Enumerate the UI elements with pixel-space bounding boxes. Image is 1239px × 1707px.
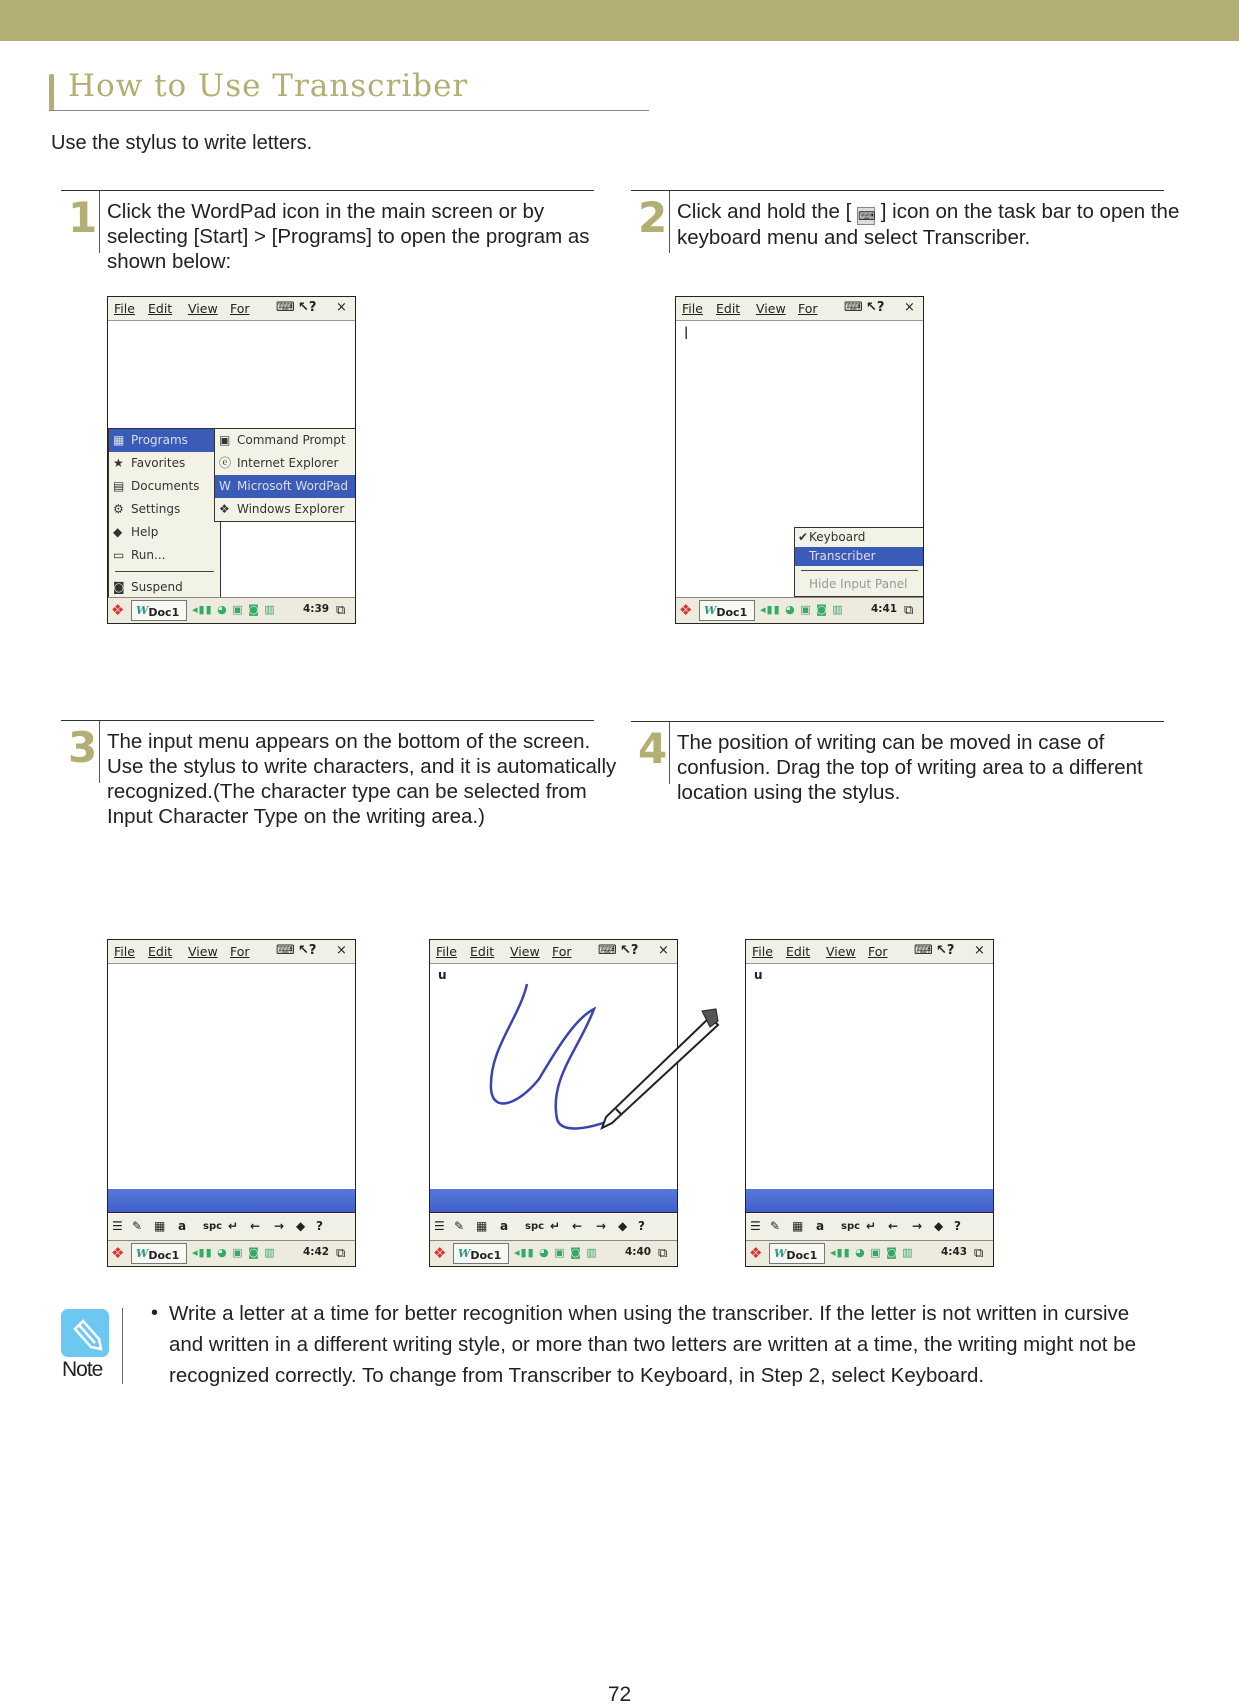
pen-icon[interactable]: ✎ [454, 1219, 465, 1233]
stylus-icon [590, 1005, 720, 1135]
toolbar-button[interactable]: ↵ [228, 1219, 239, 1233]
input-menu-item-transcriber[interactable] [795, 547, 924, 566]
close-icon[interactable]: × [336, 300, 347, 315]
menu-item[interactable]: For [868, 944, 888, 959]
step-3 [61, 720, 617, 828]
doc-label: Doc1 [786, 1249, 818, 1262]
doc-label: Doc1 [148, 606, 180, 619]
menu-item-icon: ▦ [113, 433, 125, 447]
toolbar-button[interactable]: spc [525, 1221, 545, 1232]
menu-item[interactable]: For [230, 301, 250, 316]
start-flag-icon[interactable]: ❖ [111, 1244, 125, 1262]
taskbar-doc-button[interactable] [699, 600, 755, 621]
help-icon[interactable]: ↖? [866, 300, 885, 315]
program-item[interactable] [215, 498, 355, 521]
menu-item[interactable]: View [188, 301, 218, 316]
recognized-char: u [438, 968, 447, 982]
start-menu-item[interactable] [109, 475, 220, 498]
menu-item[interactable]: Edit [470, 944, 495, 959]
clock: 4:41 [871, 603, 898, 615]
menu-item[interactable]: View [756, 301, 786, 316]
step-2 [631, 190, 1180, 249]
menu-item[interactable]: File [436, 944, 457, 959]
keyboard-icon[interactable]: ⌨ [914, 943, 933, 958]
start-menu-item[interactable] [109, 498, 220, 521]
menu-item[interactable]: View [510, 944, 540, 959]
menu-item-label: Keyboard [809, 530, 866, 544]
program-item[interactable] [215, 429, 355, 452]
menu-item[interactable]: Edit [716, 301, 741, 316]
toolbar-button[interactable]: ◆ [934, 1219, 944, 1233]
list-icon[interactable]: ☰ [112, 1219, 123, 1233]
menu-item-label: Programs [131, 433, 188, 447]
menu-item[interactable]: For [230, 944, 250, 959]
toolbar-button[interactable]: a [178, 1219, 187, 1233]
toolbar-button[interactable]: → [912, 1219, 923, 1233]
screenshot-start-menu [107, 296, 356, 624]
toolbar-button[interactable]: ↵ [866, 1219, 877, 1233]
cursor: | [684, 325, 689, 339]
menu-item-icon: ★ [113, 456, 124, 470]
toolbar-button[interactable]: ? [316, 1219, 323, 1233]
close-icon[interactable]: × [336, 943, 347, 958]
taskbar [676, 597, 923, 623]
taskbar-doc-button[interactable] [131, 600, 187, 621]
close-icon[interactable]: × [658, 943, 669, 958]
title-underline [49, 110, 649, 111]
divider [669, 722, 670, 784]
grid-icon[interactable]: ▦ [154, 1219, 166, 1233]
pen-icon[interactable]: ✎ [132, 1219, 143, 1233]
input-panel-title-bar[interactable] [108, 1189, 355, 1213]
wordpad-icon: W [136, 1247, 149, 1260]
menu-item[interactable]: For [552, 944, 572, 959]
screenshot-input-menu [675, 296, 924, 624]
tray-icons: ◂▮▮ ◕ ▣ ◙ ▥ [192, 1246, 276, 1259]
step-4 [631, 721, 1164, 804]
taskbar-doc-button[interactable] [453, 1243, 509, 1264]
windows-icon[interactable]: ⧉ [336, 1246, 346, 1261]
page-title: How to Use Transcriber [68, 68, 469, 104]
tray-icons: ◂▮▮ ◕ ▣ ◙ ▥ [192, 603, 276, 616]
toolbar-button[interactable]: a [500, 1219, 509, 1233]
checkmark-icon: ✔ [798, 530, 809, 544]
close-icon[interactable]: × [974, 943, 985, 958]
wordpad-icon: W [704, 604, 717, 617]
bullet: • [151, 1302, 159, 1324]
menu-item-label: Settings [131, 502, 181, 516]
menu-item[interactable]: File [752, 944, 773, 959]
menu-item-label: Suspend [131, 580, 183, 594]
keyboard-icon[interactable]: ⌨ [276, 300, 295, 315]
taskbar-doc-button[interactable] [131, 1243, 187, 1264]
program-label: Command Prompt [237, 433, 346, 447]
toolbar-button[interactable]: a [816, 1219, 825, 1233]
menu-item[interactable]: Edit [148, 944, 173, 959]
tray-icons: ◂▮▮ ◕ ▣ ◙ ▥ [830, 1246, 914, 1259]
menu-item[interactable]: File [114, 944, 135, 959]
divider [99, 721, 100, 783]
toolbar-button[interactable]: spc [203, 1221, 223, 1232]
step-number: 1 [68, 193, 98, 242]
menu-bar [676, 297, 923, 321]
list-icon[interactable]: ☰ [750, 1219, 761, 1233]
start-menu-item[interactable] [109, 576, 220, 599]
clock: 4:39 [303, 603, 330, 615]
start-menu-item[interactable] [109, 521, 220, 544]
taskbar-doc-button[interactable] [769, 1243, 825, 1264]
doc-label: Doc1 [470, 1249, 502, 1262]
screenshot-input-panel [107, 939, 356, 1267]
toolbar-button[interactable]: ◆ [296, 1219, 306, 1233]
help-icon[interactable]: ↖? [620, 943, 639, 958]
tray-icons: ◂▮▮ ◕ ▣ ◙ ▥ [760, 603, 844, 616]
clock: 4:40 [625, 1246, 652, 1258]
toolbar-button[interactable]: → [596, 1219, 607, 1233]
wordpad-icon: W [458, 1247, 471, 1260]
step-text [677, 199, 1187, 250]
menu-item[interactable]: View [188, 944, 218, 959]
start-menu-item[interactable] [109, 429, 220, 452]
recognized-char: u [754, 968, 763, 982]
keyboard-icon[interactable]: ⌨ [844, 300, 863, 315]
start-flag-icon[interactable]: ❖ [679, 601, 693, 619]
menu-item-icon: ◙ [113, 580, 125, 594]
separator [115, 571, 214, 572]
taskbar [108, 1240, 355, 1266]
step-number: 3 [68, 723, 98, 772]
intro-text: Use the stylus to write letters. [51, 132, 313, 154]
programs-submenu [214, 428, 356, 522]
menu-item[interactable]: File [682, 301, 703, 316]
divider [669, 191, 670, 253]
start-menu-item[interactable] [109, 544, 220, 567]
input-method-menu [794, 527, 924, 597]
program-icon: W [219, 479, 231, 493]
note-pencil-icon [61, 1309, 109, 1357]
step-text: The input menu appears on the bottom of the screen. Use the stylus to write characters, and it is automatically recognized.(The character type can be selected from Input Character Type on the writing area.) [107, 730, 617, 828]
program-label: Windows Explorer [237, 502, 345, 516]
doc-label: Doc1 [716, 606, 748, 619]
clock: 4:43 [941, 1246, 968, 1258]
input-menu-item-keyboard[interactable] [795, 528, 924, 547]
start-flag-icon[interactable]: ❖ [749, 1244, 763, 1262]
note-label: Note [62, 1358, 103, 1381]
taskbar [746, 1240, 993, 1266]
doc-label: Doc1 [148, 1249, 180, 1262]
menu-bar [108, 940, 355, 964]
step-number: 4 [638, 724, 668, 773]
menu-bar [108, 297, 355, 321]
program-icon: ⓔ [219, 456, 232, 470]
windows-icon[interactable]: ⧉ [658, 1246, 668, 1261]
menu-item[interactable]: File [114, 301, 135, 316]
help-icon[interactable]: ↖? [298, 300, 317, 315]
help-icon[interactable]: ↖? [936, 943, 955, 958]
toolbar-button[interactable]: ← [250, 1219, 261, 1233]
step-text: The position of writing can be moved in case of confusion. Drag the top of writing area to a different location using the stylus. [677, 731, 1143, 804]
close-icon[interactable]: × [904, 300, 915, 315]
program-item[interactable] [215, 475, 355, 498]
toolbar-button[interactable]: spc [841, 1221, 861, 1232]
program-item[interactable] [215, 452, 355, 475]
keyboard-icon[interactable]: ⌨ [276, 943, 295, 958]
menu-item-label: Documents [131, 479, 200, 493]
transcriber-toolbar [746, 1214, 993, 1240]
step-text: Click the WordPad icon in the main screen or by selecting [Start] > [Programs] to open the program as shown below: [107, 200, 590, 273]
toolbar-button[interactable]: ◆ [618, 1219, 628, 1233]
menu-item-label: Hide Input Panel [809, 577, 908, 591]
note-text: Write a letter at a time for better recognition when using the transcriber. If the letter is not written in cursive and written in a different writing style, or more than two letters are written at a time, the writing might not be recognized correctly. To change from Transcriber to Keyboard, in Step 2, select Keyboard. [169, 1302, 1136, 1387]
step-number: 2 [638, 193, 668, 242]
screenshot-recognized [745, 939, 994, 1267]
note-divider [122, 1308, 123, 1384]
step-1 [61, 190, 594, 273]
list-icon[interactable]: ☰ [434, 1219, 445, 1233]
start-flag-icon[interactable]: ❖ [111, 601, 125, 619]
toolbar-button[interactable]: ? [638, 1219, 645, 1233]
input-menu-item-hide[interactable] [795, 575, 924, 594]
keyboard-icon: ⌨ [858, 209, 876, 223]
windows-icon[interactable]: ⧉ [974, 1246, 984, 1261]
menu-item[interactable]: Edit [148, 301, 173, 316]
toolbar-button[interactable]: ← [572, 1219, 583, 1233]
grid-icon[interactable]: ▦ [476, 1219, 488, 1233]
program-icon: ❖ [219, 502, 230, 516]
wordpad-icon: W [136, 604, 149, 617]
step-text-part: ] icon on the task bar to open the keyboard menu and select Transcriber. [677, 200, 1180, 249]
menu-item[interactable]: Edit [786, 944, 811, 959]
header-band [0, 0, 1239, 41]
toolbar-button[interactable]: ← [888, 1219, 899, 1233]
pen-icon[interactable]: ✎ [770, 1219, 781, 1233]
taskbar [430, 1240, 677, 1266]
menu-item-label: Transcriber [809, 549, 876, 563]
step-text-part: Click and hold the [ [677, 200, 852, 223]
taskbar [108, 597, 355, 623]
help-icon[interactable]: ↖? [298, 943, 317, 958]
menu-item[interactable]: View [826, 944, 856, 959]
program-icon: ▣ [219, 433, 231, 447]
menu-item-label: Favorites [131, 456, 186, 470]
divider [99, 191, 100, 253]
start-menu [108, 428, 221, 599]
menu-item-icon: ⚙ [113, 502, 124, 516]
program-label: Microsoft WordPad [237, 479, 348, 493]
transcriber-toolbar [108, 1214, 355, 1240]
toolbar-button[interactable]: ↵ [550, 1219, 561, 1233]
page-number: 72 [607, 1683, 632, 1706]
input-panel-title-bar[interactable] [746, 1189, 993, 1213]
menu-item-label: Run... [131, 548, 166, 562]
toolbar-button[interactable]: ? [954, 1219, 961, 1233]
separator [801, 570, 918, 571]
keyboard-icon[interactable]: ⌨ [598, 943, 617, 958]
clock: 4:42 [303, 1246, 330, 1258]
windows-icon[interactable]: ⧉ [336, 603, 346, 618]
menu-item-icon: ◆ [113, 525, 123, 539]
menu-bar [746, 940, 993, 964]
start-flag-icon[interactable]: ❖ [433, 1244, 447, 1262]
menu-item-icon: ▤ [113, 479, 125, 493]
start-menu-item[interactable] [109, 452, 220, 475]
title-accent-bar [49, 74, 54, 111]
toolbar-button[interactable]: → [274, 1219, 285, 1233]
menu-item-label: Help [131, 525, 159, 539]
windows-icon[interactable]: ⧉ [904, 603, 914, 618]
menu-item-icon: ▭ [113, 548, 125, 562]
tray-icons: ◂▮▮ ◕ ▣ ◙ ▥ [514, 1246, 598, 1259]
program-label: Internet Explorer [237, 456, 339, 470]
menu-item[interactable]: For [798, 301, 818, 316]
wordpad-icon: W [774, 1247, 787, 1260]
grid-icon[interactable]: ▦ [792, 1219, 804, 1233]
